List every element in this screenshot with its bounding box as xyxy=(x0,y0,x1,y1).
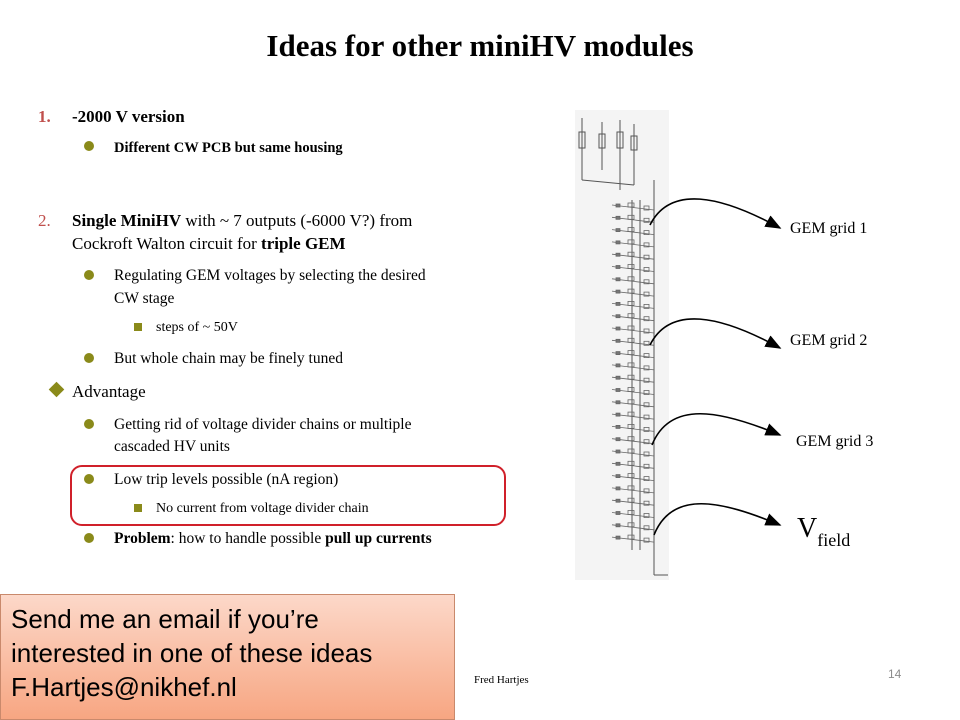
item-2-number-wrap xyxy=(38,209,51,232)
item-2-sub-1-line-2: CW stage xyxy=(114,290,175,307)
item-2-sub-2: But whole chain may be finely tuned xyxy=(114,350,343,367)
bullet-diamond-icon xyxy=(49,382,65,398)
problem-emphasis: pull up currents xyxy=(325,530,432,547)
arrow-gem-grid-1 xyxy=(650,199,780,228)
highlight-outline xyxy=(70,465,506,526)
email-callout-line-1: Send me an email if you’re xyxy=(11,604,319,634)
email-address[interactable]: F.Hartjes@nikhef.nl xyxy=(11,672,237,702)
item-2-line-2-bold: triple GEM xyxy=(261,234,346,253)
gem-grid-3-label: GEM grid 3 xyxy=(796,433,874,450)
item-2-number: 2. xyxy=(38,211,51,230)
arrow-v-field xyxy=(654,504,780,535)
advantage-bullet-3 xyxy=(114,528,432,549)
v-field-main: V xyxy=(797,513,818,544)
bullet-dot-icon xyxy=(84,533,94,543)
advantage-bullet-2-sub: No current from voltage divider chain xyxy=(156,501,369,516)
arrow-gem-grid-2 xyxy=(650,319,780,348)
advantage-bullet-1-line-2: cascaded HV units xyxy=(114,438,230,455)
email-callout-box xyxy=(0,594,455,720)
item-1-sub: Different CW PCB but same housing xyxy=(114,140,343,156)
item-1-number: 1. xyxy=(38,107,51,126)
advantage-bullet-2: Low trip levels possible (nA region) xyxy=(114,471,339,488)
gem-arrows xyxy=(640,180,790,560)
bullet-dot-icon xyxy=(84,353,94,363)
email-callout-line-2: interested in one of these ideas xyxy=(11,638,373,668)
footer-author: Fred Hartjes xyxy=(474,674,529,686)
arrow-gem-grid-3 xyxy=(652,414,780,445)
page-number: 14 xyxy=(888,667,902,681)
gem-grid-1-label: GEM grid 1 xyxy=(790,220,868,237)
item-1-heading: -2000 V version xyxy=(72,107,185,126)
item-2-line-2-rest: Cockroft Walton circuit for xyxy=(72,234,262,253)
bullet-square-icon xyxy=(134,323,142,331)
advantage-bullet-1-line-1: Getting rid of voltage divider chains or multiple xyxy=(114,416,412,433)
item-2-line-1-rest: with ~ 7 outputs (-6000 V?) from xyxy=(181,211,413,230)
problem-text: : how to handle possible xyxy=(170,530,326,547)
v-field-subscript: field xyxy=(817,530,851,550)
advantage-heading: Advantage xyxy=(72,382,146,401)
v-field-label xyxy=(797,513,851,550)
bullet-dot-icon xyxy=(84,141,94,151)
item-1 xyxy=(38,105,51,128)
item-2-line-2 xyxy=(72,232,346,255)
item-2-line-1-bold: Single MiniHV xyxy=(72,211,182,230)
item-2-line-1 xyxy=(72,209,412,232)
item-2-sub-1-line-1: Regulating GEM voltages by selecting the desired xyxy=(114,267,426,284)
slide-title: Ideas for other miniHV modules xyxy=(266,28,694,63)
gem-grid-2-label: GEM grid 2 xyxy=(790,332,868,349)
item-2-sub-1-sub: steps of ~ 50V xyxy=(156,320,238,335)
problem-label: Problem xyxy=(114,530,171,547)
bullet-dot-icon xyxy=(84,419,94,429)
bullet-dot-icon xyxy=(84,270,94,280)
